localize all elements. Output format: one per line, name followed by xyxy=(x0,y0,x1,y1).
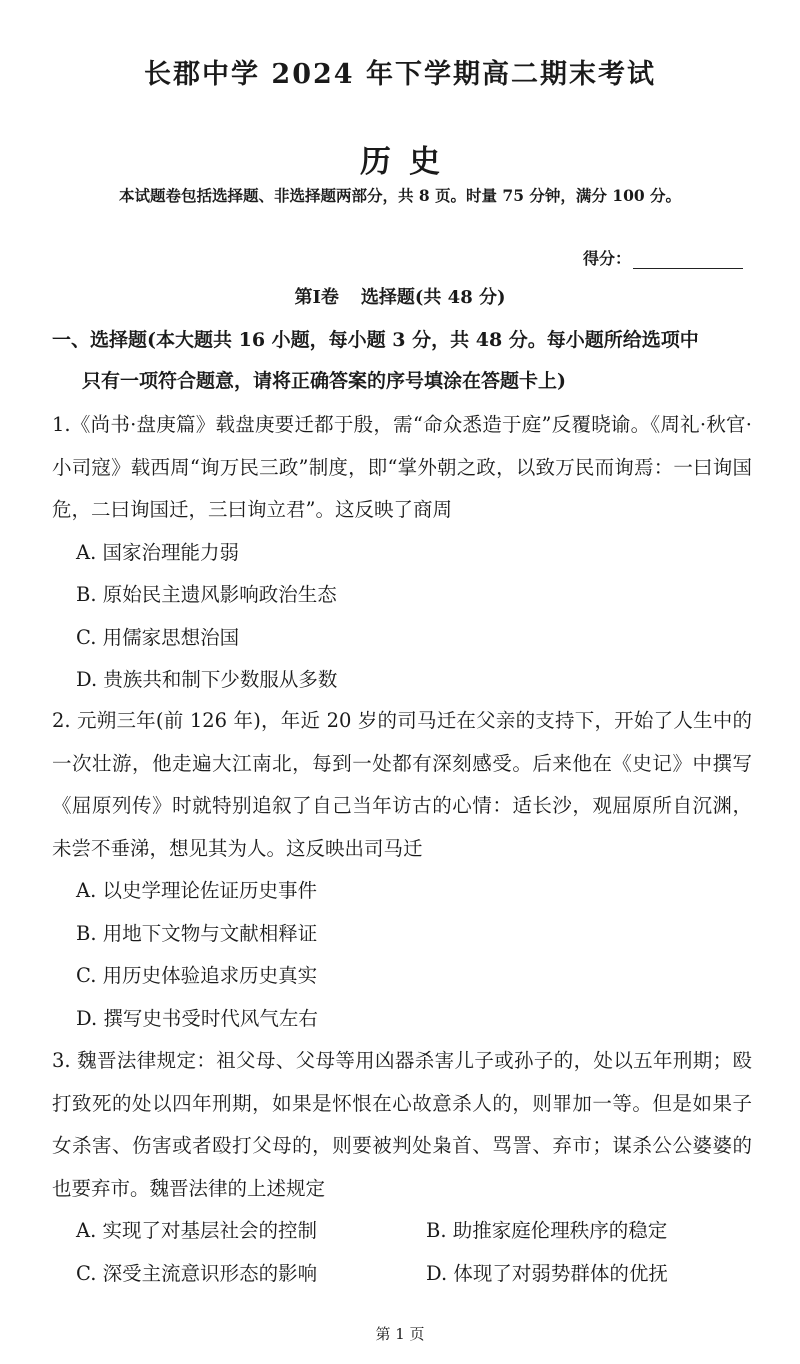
question-stem: 3. 魏晋法律规定：祖父母、父母等用凶器杀害儿子或孙子的，处以五年刑期；殴打致死的处以四年刑期，如果是怀恨在心故意杀人的，则罪加一等。但是如果子女杀害、伤害或者殴打父母的，则要被判处枭首、骂詈、弃市；谋杀公公婆婆的也要弃市。魏晋法律的上述规定 xyxy=(52,1049,752,1200)
question-2 xyxy=(52,700,752,1040)
exam-title: 长郡中学 2024 年下学期高二期末考试 xyxy=(144,59,656,90)
section-line-1: 一、选择题(本大题共 16 小题，每小题 3 分，共 48 分。每小题所给选项中 xyxy=(52,329,699,351)
exam-intro: 本试题卷包括选择题、非选择题两部分，共 8 页。时量 75 分钟，满分 100 分。 xyxy=(118,186,682,205)
option-a: A. 实现了对基层社会的控制 xyxy=(76,1219,317,1242)
option-b: B. 原始民主遗风影响政治生态 xyxy=(76,583,337,606)
options-grid xyxy=(52,1210,752,1295)
page-number: 第 1 页 xyxy=(375,1325,425,1343)
part-label: 第Ⅰ卷 xyxy=(294,287,339,308)
question-stem: 2. 元朔三年(前 126 年)，年近 20 岁的司马迁在父亲的支持下，开始了人生中的一次壮游，他走遍大江南北，每到一处都有深刻感受。后来他在《史记》中撰写《屈原列传》时就特别追叙了自己当年访古的心情：适长沙，观屈原所自沉渊，未尝不垂涕，想见其为人。这反映出司马迁 xyxy=(52,709,752,860)
option-c: C. 用儒家思想治国 xyxy=(76,625,240,649)
option-a: A. 国家治理能力弱 xyxy=(76,540,239,564)
score-field xyxy=(583,246,743,269)
option-d: D. 贵族共和制下少数服从多数 xyxy=(76,668,338,691)
section-instructions xyxy=(52,320,752,402)
question-stem: 1.《尚书·盘庚篇》载盘庚要迁都于殷，需“命众悉造于庭”反覆晓谕。《周礼·秋官·小司寇》载西周“询万民三政”制度，即“掌外朝之政，以致万民而询焉：一曰询国危，二曰询国迁，三曰询立君”。这反映了商周 xyxy=(52,413,752,521)
option-d: D. 撰写史书受时代风气左右 xyxy=(76,1006,318,1030)
option-a: A. 以史学理论佐证历史事件 xyxy=(76,879,317,902)
part-title: 选择题(共 48 分) xyxy=(360,287,506,308)
section-line-2: 只有一项符合题意，请将正确答案的序号填涂在答题卡上) xyxy=(82,370,566,392)
subject-title: 历史 xyxy=(360,144,458,180)
option-b: B. 用地下文物与文献相释证 xyxy=(76,921,318,945)
option-c: C. 用历史体验追求历史真实 xyxy=(76,964,318,987)
score-blank-line xyxy=(633,252,743,269)
option-c: C. 深受主流意识形态的影响 xyxy=(76,1261,318,1285)
question-3 xyxy=(52,1040,752,1295)
option-d: D. 体现了对弱势群体的优抚 xyxy=(426,1261,668,1285)
option-b: B. 助推家庭伦理秩序的稳定 xyxy=(426,1219,668,1242)
question-1 xyxy=(52,404,752,702)
score-label: 得分： xyxy=(583,249,632,268)
part-heading xyxy=(0,283,800,309)
